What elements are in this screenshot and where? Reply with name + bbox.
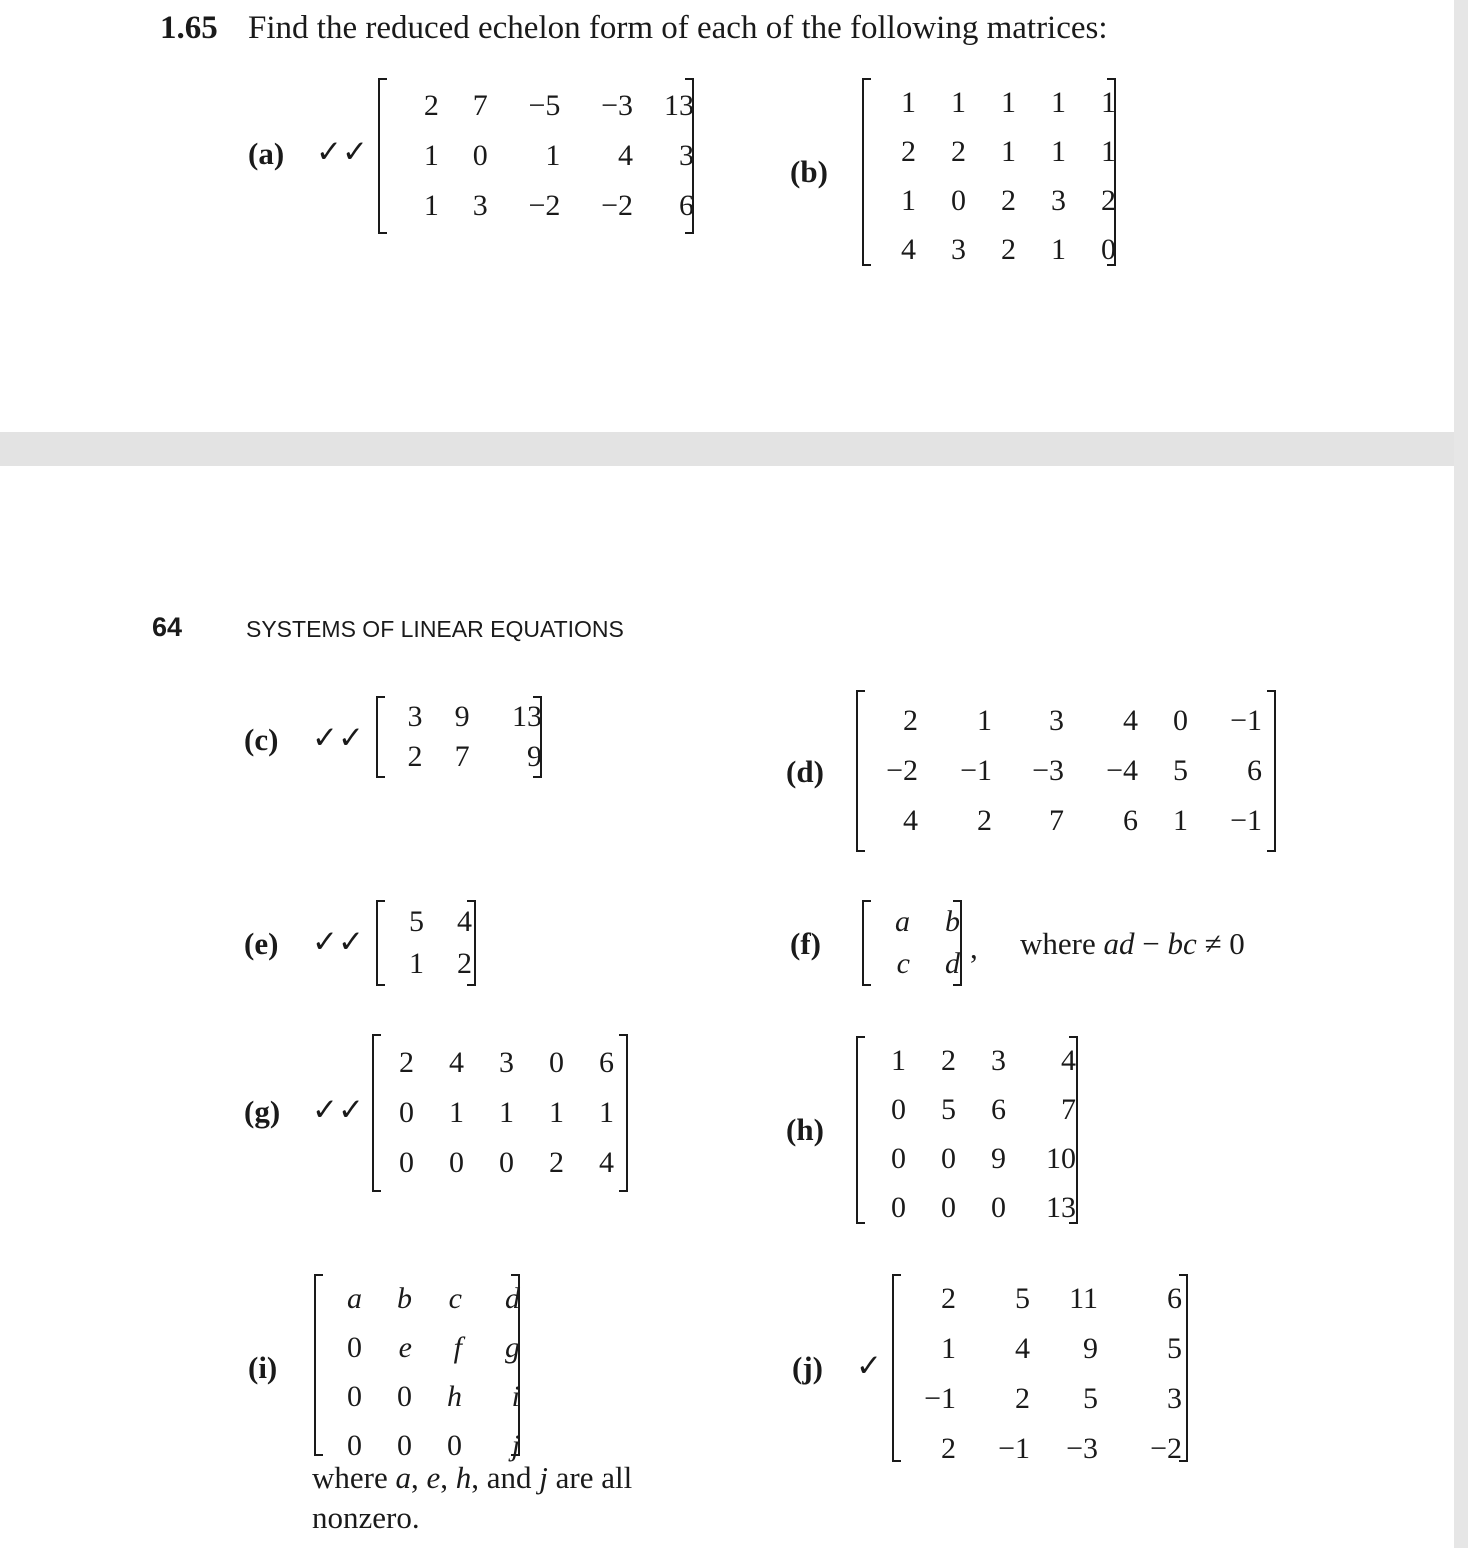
matrix-cell: a [895,905,910,938]
matrix-cell: 5 [1015,1282,1030,1315]
matrix-cell: 0 [449,1146,464,1179]
matrix-cell: d [505,1281,520,1315]
matrix-cell: 3 [499,1046,514,1079]
part-i-label: (i) [248,1350,278,1385]
matrix-cell: −2 [886,754,918,787]
matrix-cell: 9 [991,1141,1006,1175]
part-i-note-line2: nonzero. [312,1500,420,1535]
matrix-cell: 0 [347,1428,362,1462]
matrix-row [876,901,960,943]
matrix-row [870,746,1262,796]
note-tail: are all [547,1460,633,1495]
matrix-cell: 6 [1167,1282,1182,1315]
matrix-cell: 2 [951,134,966,168]
matrix-cell: 0 [472,139,488,172]
matrix-row [906,1324,1182,1374]
matrix-c-table [390,697,542,777]
matrix-cell: 5 [1083,1382,1098,1415]
matrix-cell: 4 [1123,704,1138,737]
matrix-cell: 0 [347,1379,362,1413]
var-h: h [455,1460,472,1495]
part-g-label: (g) [244,1094,281,1129]
matrix-cell: 1 [1001,134,1016,168]
matrix-cell: 2 [901,134,916,168]
matrix-row [870,1036,1076,1085]
matrix-cell: 0 [941,1190,956,1224]
var-j: j [539,1460,548,1495]
matrix-cell: 7 [1061,1092,1076,1126]
matrix-cell: 1 [549,1096,564,1129]
matrix-cell: 7 [1049,804,1064,837]
matrix-row [328,1274,520,1323]
condition-prefix: where [1020,926,1104,961]
matrix-row [876,943,960,985]
condition-term-bc: bc [1167,926,1197,961]
part-j-checkmark: ✓ [856,1348,882,1384]
matrix-cell: −2 [601,189,634,222]
matrix-row [386,1138,614,1188]
matrix-row [906,1274,1182,1324]
matrix-row [390,697,542,737]
matrix-j-table [906,1274,1182,1474]
matrix-cell: 3 [472,189,488,222]
matrix-cell: 1 [423,139,439,172]
matrix-row [392,181,694,231]
matrix-cell: 1 [1051,232,1066,266]
matrix-i-table [328,1274,520,1470]
matrix-a-table [392,81,694,231]
matrix-cell: 0 [447,1428,462,1462]
running-title: SYSTEMS OF LINEAR EQUATIONS [246,616,624,642]
matrix-row [870,1183,1076,1232]
matrix-cell: 1 [1101,134,1116,168]
matrix-cell: −1 [960,754,992,787]
matrix-cell: 0 [397,1379,412,1413]
matrix-cell: 3 [1051,183,1066,217]
matrix-cell: 1 [1001,85,1016,119]
matrix-cell: −2 [528,189,561,222]
matrix-cell: 0 [499,1146,514,1179]
matrix-cell: 0 [1173,704,1188,737]
page-top [0,0,1454,432]
matrix-cell: 0 [399,1096,414,1129]
matrix-cell: 9 [527,740,542,773]
matrix-row [876,127,1116,176]
matrix-cell: −1 [1230,704,1262,737]
matrix-cell: 11 [1069,1282,1098,1315]
matrix-cell: 0 [397,1428,412,1462]
matrix-cell: −2 [1150,1432,1182,1465]
matrix-cell: 4 [599,1146,614,1179]
matrix-cell: g [505,1330,520,1364]
matrix-cell: 6 [1123,804,1138,837]
matrix-cell: 2 [903,704,918,737]
matrix-row [390,901,472,943]
part-i-note-line1 [312,1460,632,1496]
matrix-cell: 1 [499,1096,514,1129]
matrix-e-table [390,901,472,985]
matrix-cell: 1 [423,189,439,222]
matrix-row [392,131,694,181]
matrix-cell: 0 [891,1190,906,1224]
matrix-cell: 0 [399,1146,414,1179]
condition-term-ad: ad [1103,926,1135,961]
condition-minus: − [1134,926,1168,961]
matrix-cell: 4 [1015,1332,1030,1365]
matrix-cell: 1 [1101,85,1116,119]
matrix-cell: 4 [449,1046,464,1079]
var-a: a [395,1460,411,1495]
part-d-label: (d) [786,754,824,789]
matrix-cell: 3 [1167,1382,1182,1415]
part-a-label: (a) [248,136,285,171]
matrix-row [392,81,694,131]
problem-number: 1.65 [160,10,218,46]
matrix-cell: 1 [545,139,561,172]
matrix-b-table [876,78,1116,274]
page-number: 64 [152,612,183,642]
matrix-row [870,696,1262,746]
matrix-row [386,1038,614,1088]
matrix-cell: 3 [991,1043,1006,1077]
matrix-cell: 0 [941,1141,956,1175]
matrix-cell: −4 [1106,754,1138,787]
matrix-cell: 3 [1049,704,1064,737]
matrix-cell: 2 [457,947,472,980]
matrix-cell: 1 [977,704,992,737]
matrix-cell: b [945,905,960,938]
matrix-cell: 2 [423,89,439,122]
matrix-row [390,943,472,985]
matrix-cell: 0 [347,1330,362,1364]
matrix-cell: d [945,947,960,980]
matrix-cell: 0 [991,1190,1006,1224]
note-text: where [312,1460,396,1495]
matrix-row [876,225,1116,274]
matrix-cell: 3 [679,139,694,172]
matrix-row [906,1374,1182,1424]
matrix-cell: 2 [941,1282,956,1315]
matrix-cell: −3 [601,89,634,122]
matrix-cell: j [511,1428,520,1462]
matrix-cell: 6 [599,1046,614,1079]
part-e-label: (e) [244,926,279,961]
matrix-cell: 2 [399,1046,414,1079]
part-f-condition [1020,926,1245,962]
matrix-cell: 2 [977,804,992,837]
matrix-h [856,1036,1078,1224]
matrix-row [870,1134,1076,1183]
matrix-row [328,1372,520,1421]
matrix-cell: 5 [1167,1332,1182,1365]
page-bottom [0,466,1454,1548]
matrix-h-table [870,1036,1076,1232]
matrix-d [856,690,1276,852]
matrix-cell: 2 [1101,183,1116,217]
matrix-cell: 3 [951,232,966,266]
matrix-cell: 10 [1046,1141,1076,1175]
matrix-cell: c [448,1281,462,1315]
matrix-row [390,737,542,777]
matrix-cell: 1 [449,1096,464,1129]
matrix-cell: a [347,1281,362,1315]
matrix-cell: 7 [454,740,470,773]
matrix-cell: 4 [618,139,634,172]
matrix-cell: e [398,1330,412,1364]
matrix-c [376,696,542,778]
note-sep: , [410,1460,427,1495]
matrix-cell: h [447,1379,462,1413]
matrix-f-comma: , [970,930,978,965]
matrix-i [314,1274,520,1462]
matrix-cell: 1 [1173,804,1188,837]
matrix-cell: 1 [941,1332,956,1365]
matrix-cell: 1 [1051,134,1066,168]
matrix-row [870,796,1262,846]
matrix-cell: 13 [664,89,694,122]
matrix-b [862,78,1116,266]
matrix-cell: 2 [549,1146,564,1179]
matrix-f-table [876,901,960,985]
matrix-g [372,1034,628,1192]
condition-rest: ≠ 0 [1196,926,1245,961]
matrix-cell: 0 [549,1046,564,1079]
part-c-checkmark: ✓✓ [312,720,364,756]
matrix-cell: 4 [1061,1043,1076,1077]
part-f-label: (f) [790,926,821,961]
matrix-row [876,176,1116,225]
matrix-cell: c [896,947,910,980]
matrix-row [328,1323,520,1372]
matrix-cell: 13 [1046,1190,1076,1224]
matrix-cell: 4 [901,232,916,266]
matrix-cell: 5 [1173,754,1188,787]
matrix-cell: −1 [924,1382,956,1415]
matrix-f [862,900,962,986]
part-j-label: (j) [792,1350,823,1385]
matrix-cell: f [453,1330,462,1364]
part-b-label: (b) [790,154,828,189]
matrix-cell: 2 [1001,183,1016,217]
matrix-cell: 0 [891,1141,906,1175]
matrix-cell: 7 [472,89,488,122]
page-gap [0,432,1468,466]
matrix-cell: 5 [409,905,424,938]
matrix-cell: 6 [991,1092,1006,1126]
matrix-cell: −1 [1230,804,1262,837]
matrix-cell: 0 [1101,232,1116,266]
matrix-cell: −3 [1032,754,1064,787]
matrix-cell: 4 [903,804,918,837]
matrix-cell: 1 [409,947,424,980]
matrix-cell: 4 [457,905,472,938]
matrix-d-table [870,696,1262,846]
matrix-cell: 1 [1051,85,1066,119]
matrix-cell: 0 [891,1092,906,1126]
matrix-g-table [386,1038,614,1188]
matrix-cell: 9 [1083,1332,1098,1365]
matrix-row [906,1424,1182,1474]
matrix-cell: 2 [941,1043,956,1077]
var-e: e [426,1460,441,1495]
part-h-label: (h) [786,1112,824,1147]
matrix-e [376,900,476,986]
matrix-cell: i [511,1379,520,1413]
matrix-cell: 1 [901,85,916,119]
note-sep: , [440,1460,456,1495]
matrix-cell: 13 [512,700,542,733]
matrix-cell: 2 [1001,232,1016,266]
matrix-a [378,78,694,234]
problem-title: Find the reduced echelon form of each of the following matrices: [248,10,1108,46]
note-sep: , and [471,1460,540,1495]
matrix-cell: b [397,1281,412,1315]
matrix-cell: −5 [528,89,561,122]
matrix-cell: 9 [454,700,470,733]
right-edge [1454,0,1468,1548]
matrix-row [870,1085,1076,1134]
matrix-cell: −3 [1066,1432,1098,1465]
matrix-cell: 1 [891,1043,906,1077]
matrix-cell: 6 [679,189,694,222]
matrix-cell: 5 [941,1092,956,1126]
matrix-cell: 0 [951,183,966,217]
matrix-row [386,1088,614,1138]
matrix-j [892,1274,1188,1465]
part-c-label: (c) [244,722,279,757]
matrix-row [876,78,1116,127]
matrix-cell: −1 [998,1432,1030,1465]
part-a-checkmark: ✓✓ [316,134,368,170]
matrix-cell: 2 [407,740,423,773]
part-g-checkmark: ✓✓ [312,1092,364,1128]
matrix-cell: 6 [1247,754,1262,787]
matrix-cell: 1 [951,85,966,119]
matrix-cell: 3 [407,700,423,733]
matrix-cell: 2 [1015,1382,1030,1415]
matrix-cell: 1 [901,183,916,217]
matrix-cell: 1 [599,1096,614,1129]
matrix-cell: 2 [941,1432,956,1465]
part-e-checkmark: ✓✓ [312,924,364,960]
